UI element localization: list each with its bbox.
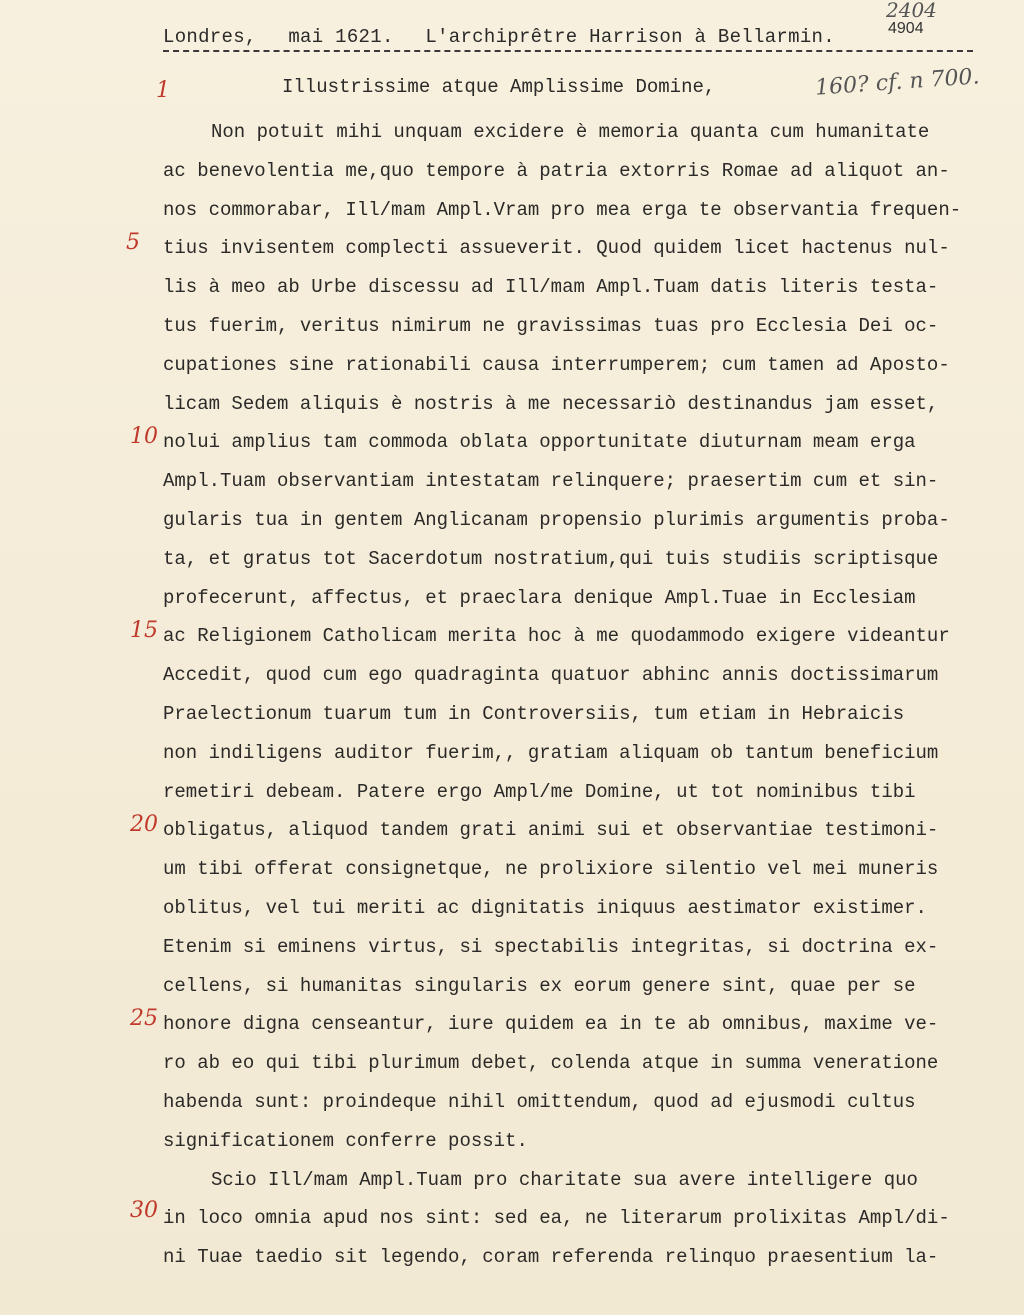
text-line: cellens, si humanitas singularis ex eorum genere sint, quae per se [163, 974, 916, 997]
text-line: ac benevolentia me,quo tempore à patria extorris Romae ad aliquot an- [163, 159, 950, 182]
text-line: ta, et gratus tot Sacerdotum nostratium,qui tuis studiis scriptisque [163, 547, 939, 570]
text-line: tius invisentem complecti assueverit. Quod quidem licet hactenus nul- [163, 237, 950, 260]
text-line: ac Religionem Catholicam merita hoc à me quodammodo exigere videantur [163, 625, 950, 648]
letter-body [163, 113, 983, 1277]
margin-line-number: 30 [130, 1198, 158, 1223]
margin-line-number: 10 [130, 424, 158, 449]
header-date: mai 1621. [288, 26, 394, 48]
margin-line-number: 1 [156, 78, 170, 103]
text-line: nos commorabar, Ill/mam Ampl.Vram pro mea erga te observantia frequen- [163, 198, 962, 221]
archive-handwritten-number: 2404 [886, 0, 937, 22]
text-line: Praelectionum tuarum tum in Controversiis, tum etiam in Hebraicis [163, 702, 905, 725]
margin-line-number: 20 [130, 812, 158, 837]
document-header [163, 26, 973, 52]
text-line: tus fuerim, veritus nimirum ne gravissimas tuas pro Ecclesia Dei oc- [163, 314, 939, 337]
margin-line-number: 25 [130, 1006, 158, 1031]
text-line: in loco omnia apud nos sint: sed ea, ne literarum prolixitas Ampl/di- [163, 1207, 950, 1230]
text-line: ni Tuae taedio sit legendo, coram referenda relinquo praesentium la- [163, 1246, 939, 1269]
text-line: honore digna censeantur, iure quidem ea in te ab omnibus, maxime ve- [163, 1013, 939, 1036]
margin-line-number: 5 [126, 230, 140, 255]
text-line: Ampl.Tuam observantiam intestatam relinquere; praesertim cum et sin- [163, 470, 939, 493]
text-line: significationem conferre possit. [163, 1129, 528, 1152]
text-line: cupationes sine rationabili causa interrumperem; cum tamen ad Aposto- [163, 353, 950, 376]
text-line: profecerunt, affectus, et praeclara denique Ampl.Tuae in Ecclesiam [163, 586, 916, 609]
text-line: oblitus, vel tui meriti ac dignitatis iniquus aestimator existimer. [163, 896, 927, 919]
archive-typed-number: 4904 [888, 20, 924, 37]
text-line: licam Sedem aliquis è nostris à me necessariò destinandus jam esset, [163, 392, 939, 415]
text-line: Scio Ill/mam Ampl.Tuam pro charitate sua avere intelligere quo [211, 1168, 918, 1191]
text-line: Accedit, quod cum ego quadraginta quatuor abhinc annis doctissimarum [163, 664, 939, 687]
header-place: Londres, [163, 26, 257, 48]
header-title: L'archiprêtre Harrison à Bellarmin. [425, 26, 835, 48]
salutation: Illustrissime atque Amplissime Domine, [282, 76, 716, 98]
text-line: obligatus, aliquod tandem grati animi sui et observantiae testimoni- [163, 819, 939, 842]
text-line: non indiligens auditor fuerim,, gratiam aliquam ob tantum beneficium [163, 741, 939, 764]
text-line: Etenim si eminens virtus, si spectabilis integritas, si doctrina ex- [163, 935, 939, 958]
margin-line-number: 15 [130, 618, 158, 643]
handwritten-annotation: 160? cf. n 700. [814, 64, 981, 101]
text-line: ro ab eo qui tibi plurimum debet, colenda atque in summa veneratione [163, 1052, 939, 1075]
text-line: gularis tua in gentem Anglicanam propensio plurimis argumentis proba- [163, 508, 950, 531]
text-line: lis à meo ab Urbe discessu ad Ill/mam Ampl.Tuam datis literis testa- [163, 276, 939, 299]
text-line: Non potuit mihi unquam excidere è memoria quanta cum humanitate [211, 121, 930, 143]
text-line: um tibi offerat consignetque, ne prolixiore silentio vel mei muneris [163, 858, 939, 881]
text-line: habenda sunt: proindeque nihil omittendum, quod ad ejusmodi cultus [163, 1090, 916, 1113]
text-line: remetiri debeam. Patere ergo Ampl/me Domine, ut tot nominibus tibi [163, 780, 916, 803]
text-line: nolui amplius tam commoda oblata opportunitate diuturnam meam erga [163, 431, 916, 454]
